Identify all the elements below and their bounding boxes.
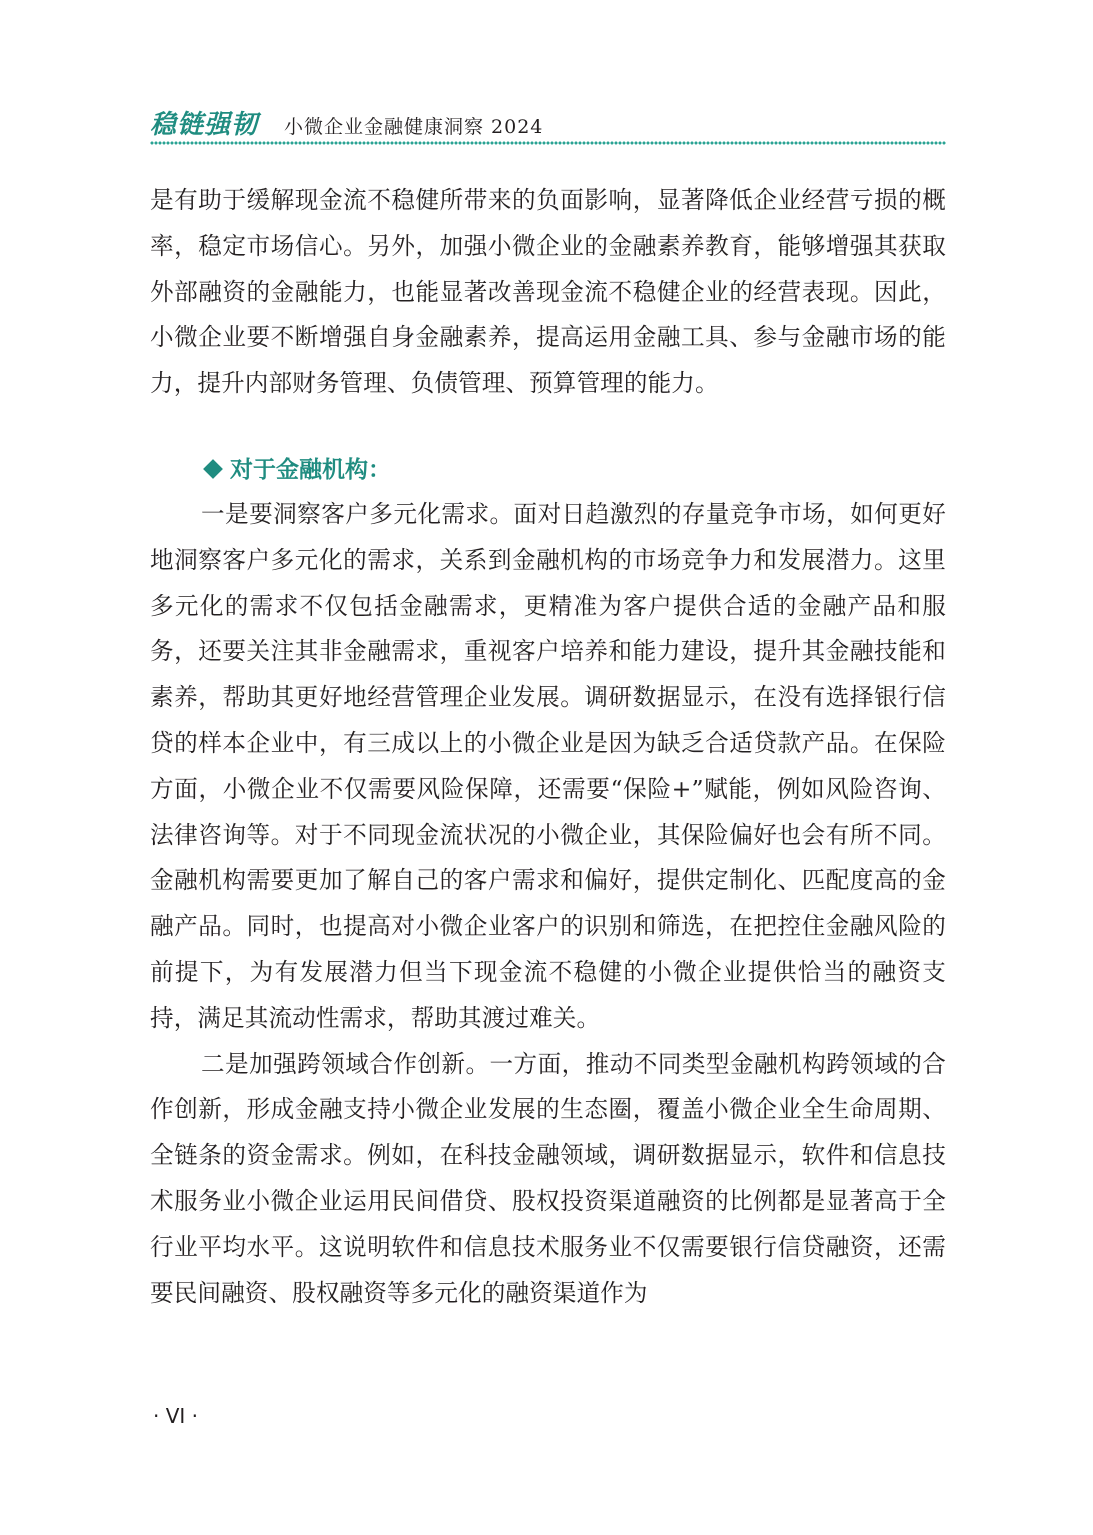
diamond-bullet-icon (203, 459, 223, 479)
section-heading (150, 448, 946, 492)
intro-paragraph: 是有助于缓解现金流不稳健所带来的负面影响，显著降低企业经营亏损的概率，稳定市场信心。另外，加强小微企业的金融素养教育，能够增强其获取外部融资的金融能力，也能显著改善现金流不稳健企业的经营表现。因此，小微企业要不断增强自身金融素养，提高运用金融工具、参与金融市场的能力，提升内部财务管理、负债管理、预算管理的能力。 (150, 186, 946, 398)
running-header (150, 104, 946, 144)
brand-title: 稳链强韧 (150, 110, 259, 140)
paragraph-2: 二是加强跨领域合作创新。一方面，推动不同类型金融机构跨领域的合作创新，形成金融支持小微企业发展的生态圈，覆盖小微企业全生命周期、全链条的资金需求。例如，在科技金融领域，调研数据显示，软件和信息技术服务业小微企业运用民间借贷、股权投资渠道融资的比例都是显著高于全行业平均水平。这说明软件和信息技术服务业不仅需要银行信贷融资，还需要民间融资、股权融资等多元化的融资渠道作为 (150, 1049, 946, 1307)
section-heading-text: 对于金融机构： (230, 456, 391, 483)
body-content (150, 178, 946, 1316)
dotted-header-rule (150, 141, 946, 147)
paragraph-1: 一是要洞察客户多元化需求。面对日趋激烈的存量竞争市场，如何更好地洞察客户多元化的需求，关系到金融机构的市场竞争力和发展潜力。这里多元化的需求不仅包括金融需求，更精准为客户提供合适的金融产品和服务，还要关注其非金融需求，重视客户培养和能力建设，提升其金融技能和素养，帮助其更好地经营管理企业发展。调研数据显示，在没有选择银行信贷的样本企业中，有三成以上的小微企业是因为缺乏合适贷款产品。在保险方面，小微企业不仅需要风险保障，还需要“保险+”赋能，例如风险咨询、法律咨询等。对于不同现金流状况的小微企业，其保险偏好也会有所不同。金融机构需要更加了解自己的客户需求和偏好，提供定制化、匹配度高的金融产品。同时，也提高对小微企业客户的识别和筛选，在把控住金融风险的前提下，为有发展潜力但当下现金流不稳健的小微企业提供恰当的融资支持，满足其流动性需求，帮助其渡过难关。 (150, 499, 946, 1032)
report-title: 小微企业金融健康洞察 2024 (284, 116, 544, 138)
page-number: · VI · (153, 1404, 199, 1428)
